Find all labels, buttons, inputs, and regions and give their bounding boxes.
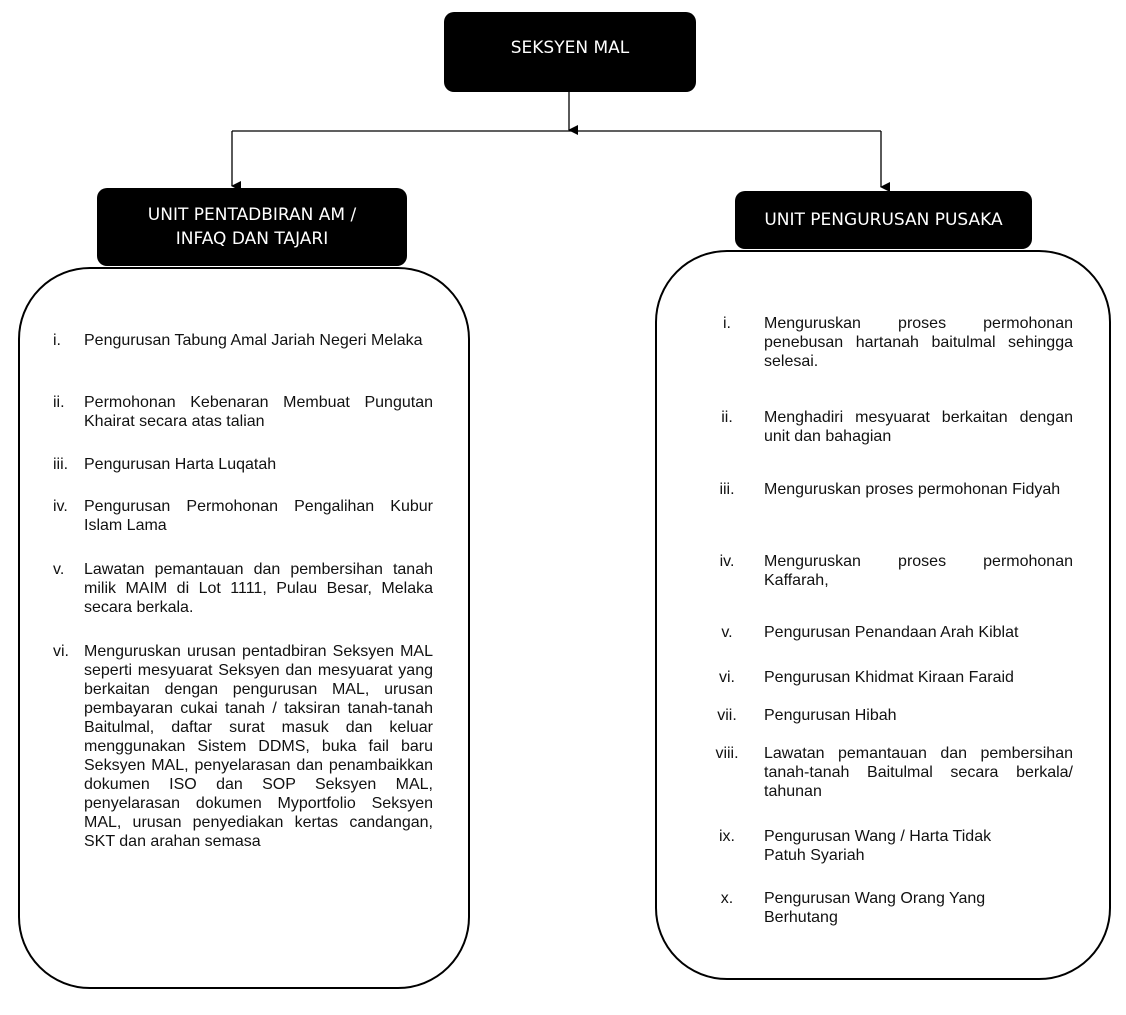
task-number: v. <box>53 561 65 578</box>
task-number: vii. <box>717 707 737 724</box>
task-item <box>53 560 433 617</box>
task-text: Permohonan Kebenaran Membuat Pungutan Khairat secara atas talian <box>84 394 433 430</box>
task-number: vi. <box>53 643 69 660</box>
task-number: vi. <box>719 669 735 686</box>
task-number: iv. <box>53 498 68 515</box>
task-item <box>690 623 1073 642</box>
unit-pentadbiran-header <box>97 188 407 266</box>
task-item <box>53 455 433 474</box>
task-item <box>690 744 1073 801</box>
task-item <box>53 331 433 350</box>
task-number: x. <box>720 890 734 907</box>
task-number: i. <box>53 332 61 349</box>
task-text: Menguruskan proses permohonan penebusan hartanah baitulmal sehingga selesai. <box>764 315 1073 370</box>
task-item <box>690 668 1073 687</box>
task-number: iii. <box>53 456 69 473</box>
task-number: v. <box>721 624 733 641</box>
task-number: iv. <box>719 553 735 570</box>
task-number: ii. <box>53 394 65 411</box>
task-number: iii. <box>719 481 735 498</box>
seksyen-mal-title: SEKSYEN MAL <box>510 38 630 58</box>
task-item <box>53 393 433 431</box>
task-item <box>53 497 433 535</box>
task-text: Menguruskan urusan pentadbiran Seksyen MAL seperti mesyuarat Seksyen dan mesyuarat yang berkaitan dengan pengurusan MAL, urusan pembayaran cukai tanah / taksiran tanah-tanah Baitulmal, daftar surat masuk dan keluar menggunakan Sistem DDMS, buka fail baru Seksyen MAL, penyelarasan dan penambaikkan dokumen ISO dan SOP Seksyen MAL, penyelarasan dokumen Myportfolio Seksyen MAL, urusan penyediakan kertas candangan, SKT dan arahan semasa <box>84 643 433 850</box>
task-text: Pengurusan Hibah <box>764 707 897 724</box>
task-text: Pengurusan Permohonan Pengalihan Kubur Islam Lama <box>84 498 433 534</box>
task-item <box>690 408 1073 446</box>
task-text: Lawatan pemantauan dan pembersihan tanah-tanah Baitulmal secara berkala/ tahunan <box>764 745 1073 800</box>
task-text: Pengurusan Penandaan Arah Kiblat <box>764 624 1019 641</box>
unit-pentadbiran-title-line: INFAQ DAN TAJARI <box>175 229 329 249</box>
task-item <box>690 552 1073 590</box>
task-item <box>53 642 433 851</box>
seksyen-mal-box <box>444 12 696 92</box>
task-text: Pengurusan Wang Orang Yang Berhutang <box>764 890 986 926</box>
unit-pentadbiran-title-line: UNIT PENTADBIRAN AM / <box>147 205 357 225</box>
task-item <box>690 706 1073 725</box>
task-number: ix. <box>719 828 735 845</box>
task-item <box>690 480 1073 499</box>
task-text: Menguruskan proses permohonan Fidyah <box>764 481 1061 498</box>
task-text: Menghadiri mesyuarat berkaitan dengan unit dan bahagian <box>764 409 1073 445</box>
task-text: Pengurusan Wang / Harta Tidak Patuh Syariah <box>764 828 992 864</box>
task-text: Menguruskan proses permohonan Kaffarah, <box>764 553 1073 589</box>
task-text: Pengurusan Harta Luqatah <box>84 456 277 473</box>
unit-pentadbiran-card <box>18 267 470 989</box>
task-number: ii. <box>721 409 733 426</box>
task-number: viii. <box>715 745 739 762</box>
unit-pusaka-header <box>735 191 1032 249</box>
task-item <box>690 889 1034 927</box>
task-item <box>690 827 1034 865</box>
task-item <box>690 314 1073 371</box>
task-text: Lawatan pemantauan dan pembersihan tanah milik MAIM di Lot 1111, Pulau Besar, Melaka secara berkala. <box>84 561 433 616</box>
task-text: Pengurusan Tabung Amal Jariah Negeri Melaka <box>84 332 423 349</box>
task-number: i. <box>723 315 731 332</box>
unit-pusaka-title: UNIT PENGURUSAN PUSAKA <box>764 210 1003 230</box>
task-text: Pengurusan Khidmat Kiraan Faraid <box>764 669 1014 686</box>
